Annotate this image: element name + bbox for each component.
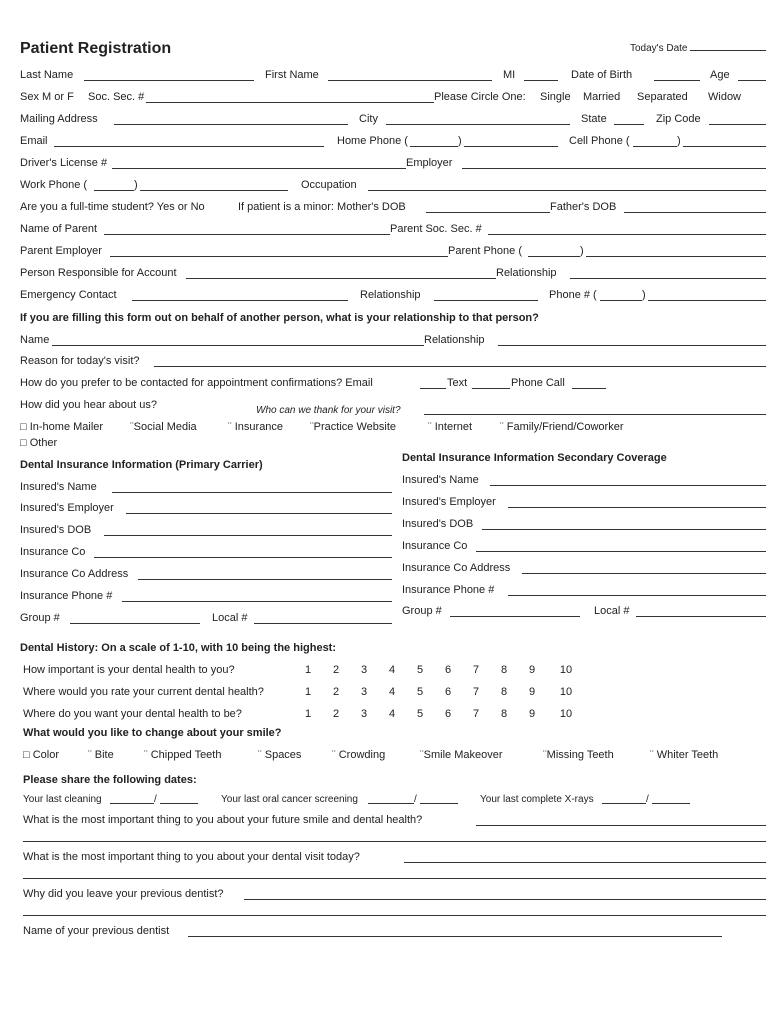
primary-heading: Dental Insurance Information (Primary Carrier) — [20, 459, 263, 471]
cleaning-label: Your last cleaning — [23, 794, 102, 805]
work-phone-label: Work Phone ( — [20, 179, 88, 191]
parent-name-field[interactable] — [104, 234, 390, 235]
secondary-heading: Dental Insurance Information Secondary Coverage — [402, 452, 667, 464]
rating-q1-option-4[interactable]: 4 — [388, 664, 396, 676]
secondary-insured-name-label: Insured's Name — [402, 474, 479, 486]
screening-label: Your last oral cancer screening — [221, 794, 358, 805]
work-phone-area[interactable] — [94, 190, 134, 191]
secondary-group-label: Group # — [402, 605, 442, 617]
primary-insured-dob-field[interactable] — [104, 535, 392, 536]
parent-phone-label: Parent Phone ( — [448, 245, 522, 257]
rating-q3-option-9[interactable]: 9 — [528, 708, 536, 720]
history-heading: Dental History: On a scale of 1-10, with 10 being the highest: — [20, 642, 337, 654]
emergency-relationship-field[interactable] — [434, 300, 538, 301]
email-field[interactable] — [54, 146, 324, 147]
mailing-field[interactable] — [114, 124, 348, 125]
last-name-field[interactable] — [84, 80, 254, 81]
drivers-license-field[interactable] — [112, 168, 406, 169]
dob-label: Date of Birth — [571, 69, 633, 81]
student-label: Are you a full-time student? Yes or No — [20, 201, 205, 213]
age-label: Age — [710, 69, 730, 81]
rating-q2-option-2[interactable]: 2 — [332, 686, 340, 698]
thank-label: Who can we thank for your visit? — [256, 405, 401, 416]
rating-q1-option-10[interactable]: 10 — [559, 664, 573, 676]
email-label: Email — [20, 135, 48, 147]
cell-phone-close: ) — [677, 135, 681, 147]
secondary-group-field[interactable] — [450, 616, 580, 617]
behalf-name-label: Name — [20, 334, 50, 346]
responsible-relationship-field[interactable] — [570, 278, 766, 279]
emergency-label: Emergency Contact — [20, 289, 117, 301]
last-name-label: Last Name — [20, 69, 74, 81]
emergency-relationship-label: Relationship — [360, 289, 421, 301]
dates-heading: Please share the following dates: — [23, 774, 197, 786]
home-phone-area[interactable] — [410, 146, 458, 147]
mother-dob-field[interactable] — [426, 212, 550, 213]
circle-label: Please Circle One: — [434, 91, 526, 103]
parent-phone-close: ) — [580, 245, 584, 257]
rating-q1-option-1[interactable]: 1 — [304, 664, 312, 676]
cell-phone-field[interactable] — [683, 146, 766, 147]
behalf-heading: If you are filling this form out on behalf of another person, what is your relationship to that person? — [20, 312, 539, 324]
work-phone-field[interactable] — [140, 190, 288, 191]
checkbox-icon[interactable]: □ — [20, 421, 30, 433]
rating-q1-option-3[interactable]: 3 — [360, 664, 368, 676]
rating-q1-option-5[interactable]: 5 — [416, 664, 424, 676]
future-answer-2[interactable] — [23, 841, 766, 842]
checkbox-icon[interactable]: ¨ — [258, 749, 265, 761]
rating-q1-option-2[interactable]: 2 — [332, 664, 340, 676]
secondary-local-field[interactable] — [636, 616, 766, 617]
zip-field[interactable] — [709, 124, 766, 125]
rating-q2-option-1[interactable]: 1 — [304, 686, 312, 698]
secondary-insured-name-field[interactable] — [490, 485, 766, 486]
first-name-label: First Name — [265, 69, 319, 81]
parent-ssn-field[interactable] — [488, 234, 766, 235]
responsible-field[interactable] — [186, 278, 496, 279]
rating-q1-option-7[interactable]: 7 — [472, 664, 480, 676]
change-missing[interactable]: ¨Missing Teeth — [543, 749, 614, 761]
checkbox-icon[interactable]: ¨ — [420, 749, 424, 761]
age-field[interactable] — [738, 80, 766, 81]
opt-social[interactable]: ¨Social Media — [130, 421, 197, 433]
secondary-insurance-address-label: Insurance Co Address — [402, 562, 511, 574]
cleaning-month-field[interactable] — [110, 803, 154, 804]
today-question: What is the most important thing to you about your dental visit today? — [23, 851, 360, 863]
rating-q1-option-6[interactable]: 6 — [444, 664, 452, 676]
rating-q2-option-7[interactable]: 7 — [472, 686, 480, 698]
todays-date-label: Today's Date — [630, 43, 688, 54]
employer-label: Employer — [406, 157, 453, 169]
history-q1: How important is your dental health to you? — [23, 664, 235, 676]
mi-label: MI — [503, 69, 516, 81]
state-field[interactable] — [614, 124, 644, 125]
reason-label: Reason for today's visit? — [20, 355, 140, 367]
ssn-field[interactable] — [146, 102, 434, 103]
parent-phone-field[interactable] — [586, 256, 766, 257]
emergency-phone-area[interactable] — [600, 300, 642, 301]
rating-q3-option-6[interactable]: 6 — [444, 708, 452, 720]
checkbox-icon[interactable]: □ — [20, 437, 30, 449]
primary-insurance-address-label: Insurance Co Address — [20, 568, 129, 580]
rating-q3-option-7[interactable]: 7 — [472, 708, 480, 720]
primary-group-field[interactable] — [70, 623, 200, 624]
primary-insurance-phone-field[interactable] — [122, 601, 392, 602]
ssn-label: Soc. Sec. # — [88, 91, 145, 103]
secondary-insured-dob-field[interactable] — [482, 529, 766, 530]
married-option[interactable]: Married — [583, 91, 621, 103]
primary-insured-name-field[interactable] — [112, 492, 392, 493]
employer-field[interactable] — [462, 168, 766, 169]
parent-phone-area[interactable] — [528, 256, 580, 257]
emergency-phone-close: ) — [642, 289, 646, 301]
cleaning-slash: / — [154, 794, 157, 805]
cleaning-year-field[interactable] — [160, 803, 198, 804]
checkbox-icon[interactable]: ¨ — [310, 421, 314, 433]
parent-employer-field[interactable] — [110, 256, 448, 257]
change-crowding[interactable]: ¨ Crowding — [332, 749, 386, 761]
home-phone-field[interactable] — [464, 146, 558, 147]
primary-insurance-address-field[interactable] — [138, 579, 392, 580]
city-field[interactable] — [386, 124, 570, 125]
widow-option[interactable]: Widow — [708, 91, 742, 103]
rating-q3-option-5[interactable]: 5 — [416, 708, 424, 720]
checkbox-icon[interactable]: ¨ — [650, 749, 657, 761]
secondary-insurance-address-field[interactable] — [522, 573, 766, 574]
rating-q3-option-2[interactable]: 2 — [332, 708, 340, 720]
rating-q2-option-10[interactable]: 10 — [559, 686, 573, 698]
primary-local-field[interactable] — [254, 623, 392, 624]
rating-q1-option-9[interactable]: 9 — [528, 664, 536, 676]
checkbox-icon[interactable]: ¨ — [543, 749, 547, 761]
emergency-phone-field[interactable] — [648, 300, 766, 301]
rating-q2-option-8[interactable]: 8 — [500, 686, 508, 698]
hear-label: How did you hear about us? — [20, 399, 157, 411]
screening-slash: / — [414, 794, 417, 805]
opt-mailer[interactable]: □ In-home Mailer — [20, 421, 104, 433]
xrays-month-field[interactable] — [602, 803, 646, 804]
father-dob-label: Father's DOB — [550, 201, 617, 213]
parent-employer-label: Parent Employer — [20, 245, 102, 257]
rating-q2-option-4[interactable]: 4 — [388, 686, 396, 698]
behalf-name-field[interactable] — [52, 345, 424, 346]
occupation-label: Occupation — [301, 179, 357, 191]
contact-label: How do you prefer to be contacted for appointment confirmations? Email — [20, 377, 373, 389]
change-whiter[interactable]: ¨ Whiter Teeth — [650, 749, 719, 761]
rating-q3-option-8[interactable]: 8 — [500, 708, 508, 720]
change-chipped[interactable]: ¨ Chipped Teeth — [144, 749, 222, 761]
change-spaces[interactable]: ¨ Spaces — [258, 749, 302, 761]
change-heading: What would you like to change about your smile? — [23, 727, 282, 739]
primary-insured-dob-label: Insured's DOB — [20, 524, 92, 536]
reason-field[interactable] — [154, 366, 766, 367]
today-answer-1[interactable] — [404, 862, 766, 863]
history-q2: Where would you rate your current dental health? — [23, 686, 264, 698]
opt-internet[interactable]: ¨ Internet — [428, 421, 473, 433]
change-bite[interactable]: ¨ Bite — [88, 749, 114, 761]
responsible-label: Person Responsible for Account — [20, 267, 177, 279]
checkbox-icon[interactable]: ¨ — [88, 749, 95, 761]
secondary-local-label: Local # — [594, 605, 630, 617]
first-name-field[interactable] — [328, 80, 492, 81]
secondary-insured-dob-label: Insured's DOB — [402, 518, 474, 530]
thank-field[interactable] — [424, 414, 766, 415]
future-question: What is the most important thing to you about your future smile and dental health? — [23, 814, 423, 826]
single-option[interactable]: Single — [540, 91, 571, 103]
secondary-insurance-co-label: Insurance Co — [402, 540, 468, 552]
contact-phone-field[interactable] — [572, 388, 606, 389]
primary-local-label: Local # — [212, 612, 248, 624]
checkbox-icon[interactable]: ¨ — [500, 421, 507, 433]
secondary-insured-employer-label: Insured's Employer — [402, 496, 496, 508]
mailing-label: Mailing Address — [20, 113, 98, 125]
checkbox-icon[interactable]: ¨ — [130, 421, 134, 433]
screening-month-field[interactable] — [368, 803, 414, 804]
opt-website[interactable]: ¨Practice Website — [310, 421, 396, 433]
rating-q3-option-3[interactable]: 3 — [360, 708, 368, 720]
change-color[interactable]: □ Color — [23, 749, 59, 761]
todays-date-field[interactable] — [690, 50, 766, 51]
parent-ssn-label: Parent Soc. Sec. # — [390, 223, 482, 235]
checkbox-icon[interactable]: ¨ — [144, 749, 151, 761]
minor-label: If patient is a minor: Mother's DOB — [238, 201, 406, 213]
checkbox-icon[interactable]: □ — [23, 749, 33, 761]
drivers-license-label: Driver's License # — [20, 157, 108, 169]
dob-field[interactable] — [654, 80, 700, 81]
checkbox-icon[interactable]: ¨ — [428, 421, 435, 433]
contact-phone-label: Phone Call — [511, 377, 565, 389]
cell-phone-area[interactable] — [633, 146, 677, 147]
screening-year-field[interactable] — [420, 803, 458, 804]
primary-group-label: Group # — [20, 612, 60, 624]
history-q3: Where do you want your dental health to be? — [23, 708, 242, 720]
zip-label: Zip Code — [656, 113, 701, 125]
work-phone-close: ) — [134, 179, 138, 191]
cell-phone-label: Cell Phone ( — [569, 135, 630, 147]
rating-q2-option-9[interactable]: 9 — [528, 686, 536, 698]
leave-answer-2[interactable] — [23, 915, 766, 916]
parent-name-label: Name of Parent — [20, 223, 98, 235]
future-answer-1[interactable] — [476, 825, 766, 826]
opt-insurance[interactable]: ¨ Insurance — [228, 421, 284, 433]
secondary-insured-employer-field[interactable] — [508, 507, 766, 508]
city-label: City — [359, 113, 378, 125]
secondary-insurance-phone-field[interactable] — [508, 595, 766, 596]
emergency-phone-label: Phone # ( — [549, 289, 597, 301]
behalf-relationship-field[interactable] — [498, 345, 766, 346]
rating-q2-option-3[interactable]: 3 — [360, 686, 368, 698]
opt-other[interactable]: □ Other — [20, 437, 58, 449]
mi-field[interactable] — [524, 80, 558, 81]
secondary-insurance-co-field[interactable] — [476, 551, 766, 552]
checkbox-icon[interactable]: ¨ — [332, 749, 339, 761]
opt-family[interactable]: ¨ Family/Friend/Coworker — [500, 421, 624, 433]
rating-q3-option-1[interactable]: 1 — [304, 708, 312, 720]
occupation-field[interactable] — [368, 190, 766, 191]
xrays-slash: / — [646, 794, 649, 805]
prev-dentist-field[interactable] — [188, 936, 722, 937]
prev-dentist-label: Name of your previous dentist — [23, 925, 170, 937]
leave-question: Why did you leave your previous dentist? — [23, 888, 224, 900]
separated-option[interactable]: Separated — [637, 91, 688, 103]
sex-label: Sex M or F — [20, 91, 74, 103]
father-dob-field[interactable] — [624, 212, 766, 213]
state-label: State — [581, 113, 607, 125]
checkbox-icon[interactable]: ¨ — [228, 421, 235, 433]
xrays-label: Your last complete X-rays — [480, 794, 594, 805]
xrays-year-field[interactable] — [652, 803, 690, 804]
home-phone-close: ) — [458, 135, 462, 147]
today-answer-2[interactable] — [23, 878, 766, 879]
primary-insurance-phone-label: Insurance Phone # — [20, 590, 113, 602]
rating-q2-option-5[interactable]: 5 — [416, 686, 424, 698]
secondary-insurance-phone-label: Insurance Phone # — [402, 584, 495, 596]
primary-insured-name-label: Insured's Name — [20, 481, 97, 493]
rating-q3-option-4[interactable]: 4 — [388, 708, 396, 720]
primary-insured-employer-label: Insured's Employer — [20, 502, 114, 514]
change-makeover[interactable]: ¨Smile Makeover — [420, 749, 503, 761]
responsible-relationship-label: Relationship — [496, 267, 557, 279]
primary-insurance-co-label: Insurance Co — [20, 546, 86, 558]
emergency-field[interactable] — [132, 300, 348, 301]
home-phone-label: Home Phone ( — [337, 135, 408, 147]
page-title: Patient Registration — [20, 40, 172, 57]
leave-answer-1[interactable] — [244, 899, 766, 900]
primary-insurance-co-field[interactable] — [94, 557, 392, 558]
primary-insured-employer-field[interactable] — [126, 513, 392, 514]
contact-text-label: Text — [447, 377, 468, 389]
rating-q3-option-10[interactable]: 10 — [559, 708, 573, 720]
contact-email-field[interactable] — [420, 388, 446, 389]
rating-q1-option-8[interactable]: 8 — [500, 664, 508, 676]
contact-text-field[interactable] — [472, 388, 510, 389]
rating-q2-option-6[interactable]: 6 — [444, 686, 452, 698]
behalf-relationship-label: Relationship — [424, 334, 485, 346]
